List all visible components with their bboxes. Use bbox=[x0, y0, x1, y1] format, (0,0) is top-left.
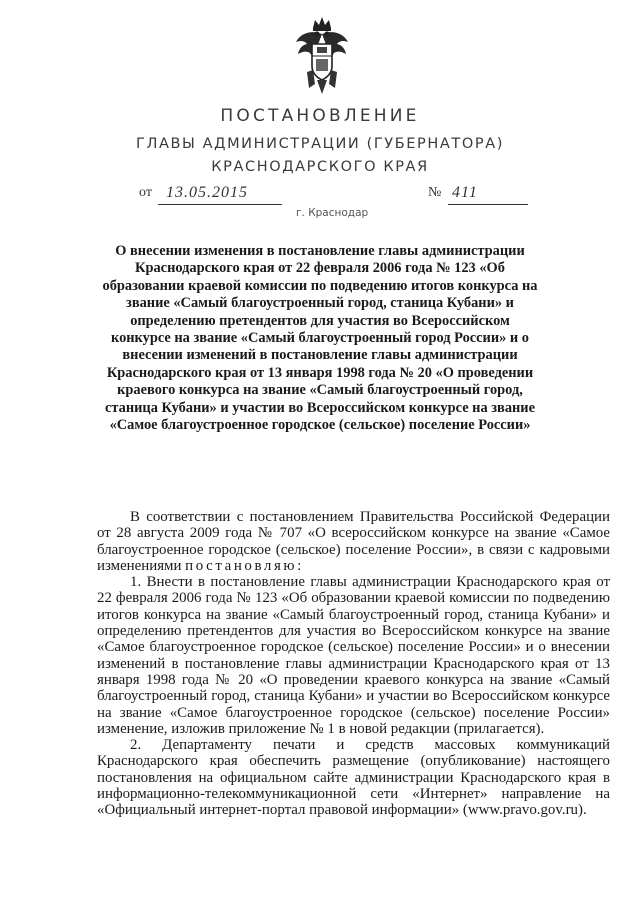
document-type-heading: ПОСТАНОВЛЕНИЕ bbox=[220, 106, 420, 126]
date-label: от bbox=[139, 185, 152, 200]
number-label: № bbox=[428, 185, 442, 200]
date-underline bbox=[158, 204, 282, 205]
item-1-paragraph: 1. Внести в постановление главы администрации Краснодарского края от 22 февраля 2006 года № 123 «Об образовании краевой комиссии по подведению итогов конкурса на звание «Самый благоустроенный город, станица Кубани» и определению претендентов для участия во Всероссийском конкурсе на звание «Самое благоустроенное городское (сельское) поселение России» и о внесении изменений в постановление главы администрации Краснодарского края от 13 января 1998 года № 20 «О проведении краевого конкурса на звание «Самый благоустроенный город, станица Кубани» и участии во Всероссийском конкурсе на звание «Самое благоустроенное городское (сельское) поселение России» изменение, изложив приложение № 1 в новой редакции (прилагается). bbox=[97, 574, 610, 737]
coat-of-arms-icon bbox=[293, 14, 351, 96]
document-body bbox=[97, 509, 610, 819]
item-2-paragraph: 2. Департаменту печати и средств массовых коммуникаций Краснодарского края обеспечить размещение (опубликование) настоящего постановления на официальном сайте администрации Краснодарского края в информационно-телекоммуникационной сети «Интернет» направление на «Официальный интернет-портал правовой информации» (www.pravo.gov.ru). bbox=[97, 737, 610, 819]
number-value: 411 bbox=[452, 184, 478, 201]
city-label: г. Краснодар bbox=[296, 207, 369, 219]
region-heading: КРАСНОДАРСКОГО КРАЯ bbox=[211, 159, 429, 175]
document-title: О внесении изменения в постановление главы администрации Краснодарского края от 22 февраля 2006 года № 123 «Об образовании краевой комиссии по подведению итогов конкурса на звание «Самый благоустроенный город, станица Кубани» и определению претендентов для участия во Всероссийском конкурсе на звание «Самый благоустроенный город России» и о внесении изменений в постановление главы администрации Краснодарского края от 13 января 1998 года № 20 «О проведении краевого конкурса на звание «Самый благоустроенный город, станица Кубани» и участии во Всероссийском конкурсе на звание «Самое благоустроенное городское (сельское) поселение России» bbox=[102, 243, 538, 434]
preamble-paragraph bbox=[97, 509, 610, 574]
issuer-heading: ГЛАВЫ АДМИНИСТРАЦИИ (ГУБЕРНАТОРА) bbox=[136, 136, 504, 152]
number-underline bbox=[448, 204, 528, 205]
date-value: 13.05.2015 bbox=[166, 184, 248, 201]
resolve-word: постановляю: bbox=[185, 557, 304, 574]
preamble-text: В соответствии с постановлением Правительства Российской Федерации от 28 августа 2009 года № 707 «О всероссийском конкурсе на звание «Самое благоустроенное городское (сельское) поселение России», в связи с кадровыми изменениями bbox=[97, 509, 610, 574]
